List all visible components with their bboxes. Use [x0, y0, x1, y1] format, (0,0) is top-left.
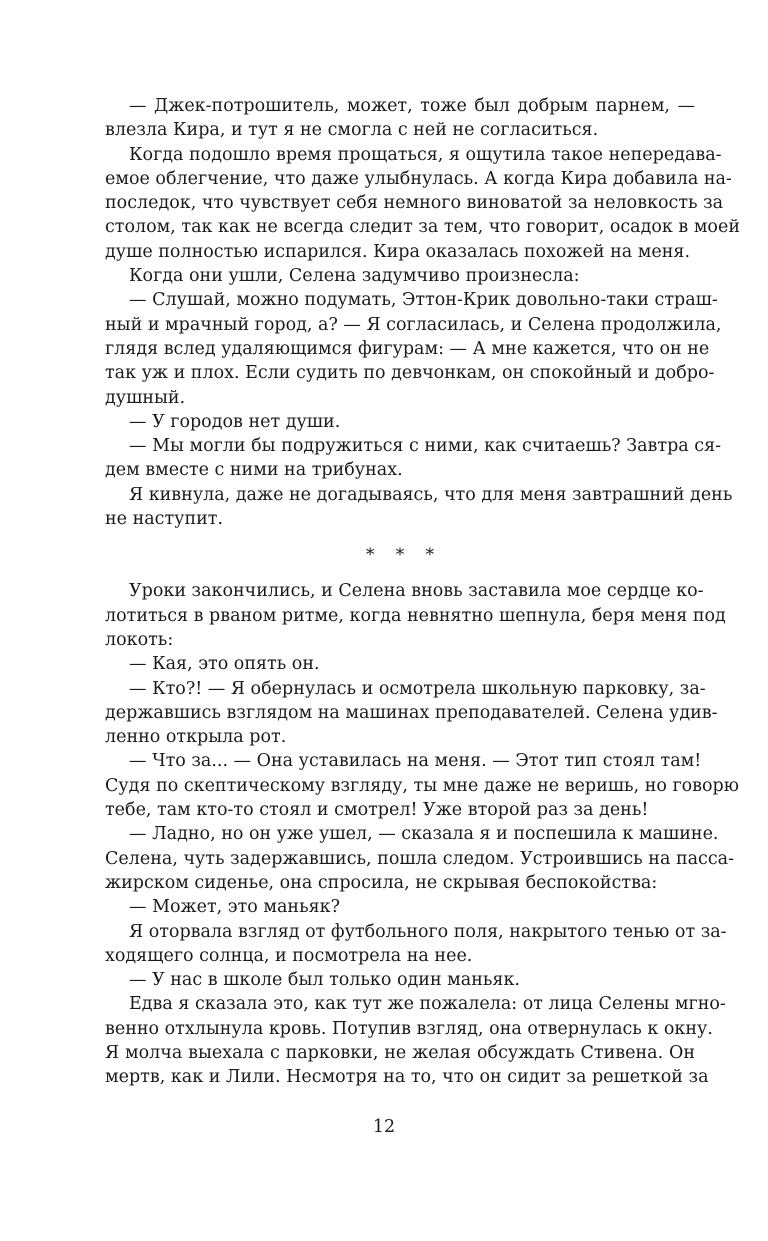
text-line: — Мы могли бы подружиться с ними, как считаешь? Завтра ся-	[129, 436, 722, 457]
text-line: не наступит.	[105, 509, 224, 530]
text-line: лотиться в рваном ритме, когда невнятно шепнула, беря меня под	[105, 605, 726, 626]
text-line: Я оторвала взгляд от футбольного поля, накрытого тенью от за-	[129, 921, 727, 942]
text-line: — Ладно, но он уже ушел, — сказала я и поспешила к машине.	[129, 824, 719, 845]
text-line: дем вместе с ними на трибунах.	[105, 460, 403, 481]
text-line: ный и мрачный город, а? — Я согласилась, и Селена продолжила,	[105, 314, 722, 335]
text-line: — Кто?! — Я обернулась и осмотрела школьную парковку, за-	[129, 678, 706, 699]
text-line: венно отхлынула кровь. Потупив взгляд, она отвернулась к окну.	[105, 1018, 713, 1039]
text-line: — Кая, это опять он.	[129, 654, 320, 675]
text-block-after-break	[105, 579, 739, 1089]
text-line: — У нас в школе был только один маньяк.	[129, 970, 520, 991]
text-line: столом, так как не всегда следит за тем, что говорит, осадок в моей	[105, 217, 740, 238]
text-line: тебе, там кто-то стоял и смотрел! Уже второй раз за день!	[105, 800, 649, 821]
text-line: последок, что чувствует себя немного виноватой за неловкость за	[105, 193, 724, 214]
text-line: державшись взглядом на машинах преподавателей. Селена удив-	[105, 702, 718, 723]
text-line: Уроки закончились, и Селена вновь заставила мое сердце ко-	[129, 581, 704, 602]
text-line: емое облегчение, что даже улыбнулась. А когда Кира добавила на-	[105, 168, 732, 189]
text-line: — У городов нет души.	[129, 411, 341, 432]
text-line: ленно открыла рот.	[105, 727, 287, 748]
page-body	[105, 94, 740, 1090]
text-line: Селена, чуть задержавшись, пошла следом. Устроившись на пасса-	[105, 848, 734, 869]
text-line: Я молча выехала с парковки, не желая обсуждать Стивена. Он	[105, 1042, 695, 1063]
text-block-before-break	[105, 94, 740, 531]
text-line: — Может, это маньяк?	[129, 897, 340, 918]
text-line: так уж и плох. Если судить по девчонкам, он спокойный и добро-	[105, 363, 715, 384]
text-line: мертв, как и Лили. Несмотря на то, что он сидит за решеткой за	[105, 1067, 709, 1088]
text-line: — Что за... — Она уставилась на меня. — Этот тип стоял там!	[129, 751, 702, 772]
text-line: влезла Кира, и тут я не смогла с ней не согласиться.	[105, 120, 599, 141]
text-line: Я кивнула, даже не догадываясь, что для меня завтрашний день	[129, 484, 733, 505]
text-line: ходящего солнца, и посмотрела на нее.	[105, 945, 473, 966]
text-line: — Слушай, можно подумать, Эттон-Крик довольно-таки страш-	[129, 290, 718, 311]
text-line: — Джек-потрошитель, может, тоже был добрым парнем, —	[129, 96, 695, 116]
text-line: душный.	[105, 387, 186, 408]
text-line: Когда они ушли, Селена задумчиво произнесла:	[129, 266, 580, 287]
text-line: душе полностью испарился. Кира оказалась похожей на меня.	[105, 241, 691, 262]
section-separator: * * *	[365, 545, 443, 566]
text-line: Едва я сказала это, как тут же пожалела: от лица Селены мгно-	[129, 994, 726, 1015]
text-line: локоть:	[105, 629, 174, 650]
text-line: жирском сиденье, она спросила, не скрывая беспокойства:	[105, 872, 658, 893]
text-line: Когда подошло время прощаться, я ощутила такое непередава-	[129, 144, 722, 165]
text-line: Судя по скептическому взгляду, ты мне даже не веришь, но говорю	[105, 775, 739, 796]
text-line: глядя вслед удаляющимся фигурам: — А мне кажется, что он не	[105, 338, 710, 359]
page-number: 12	[372, 1117, 396, 1137]
